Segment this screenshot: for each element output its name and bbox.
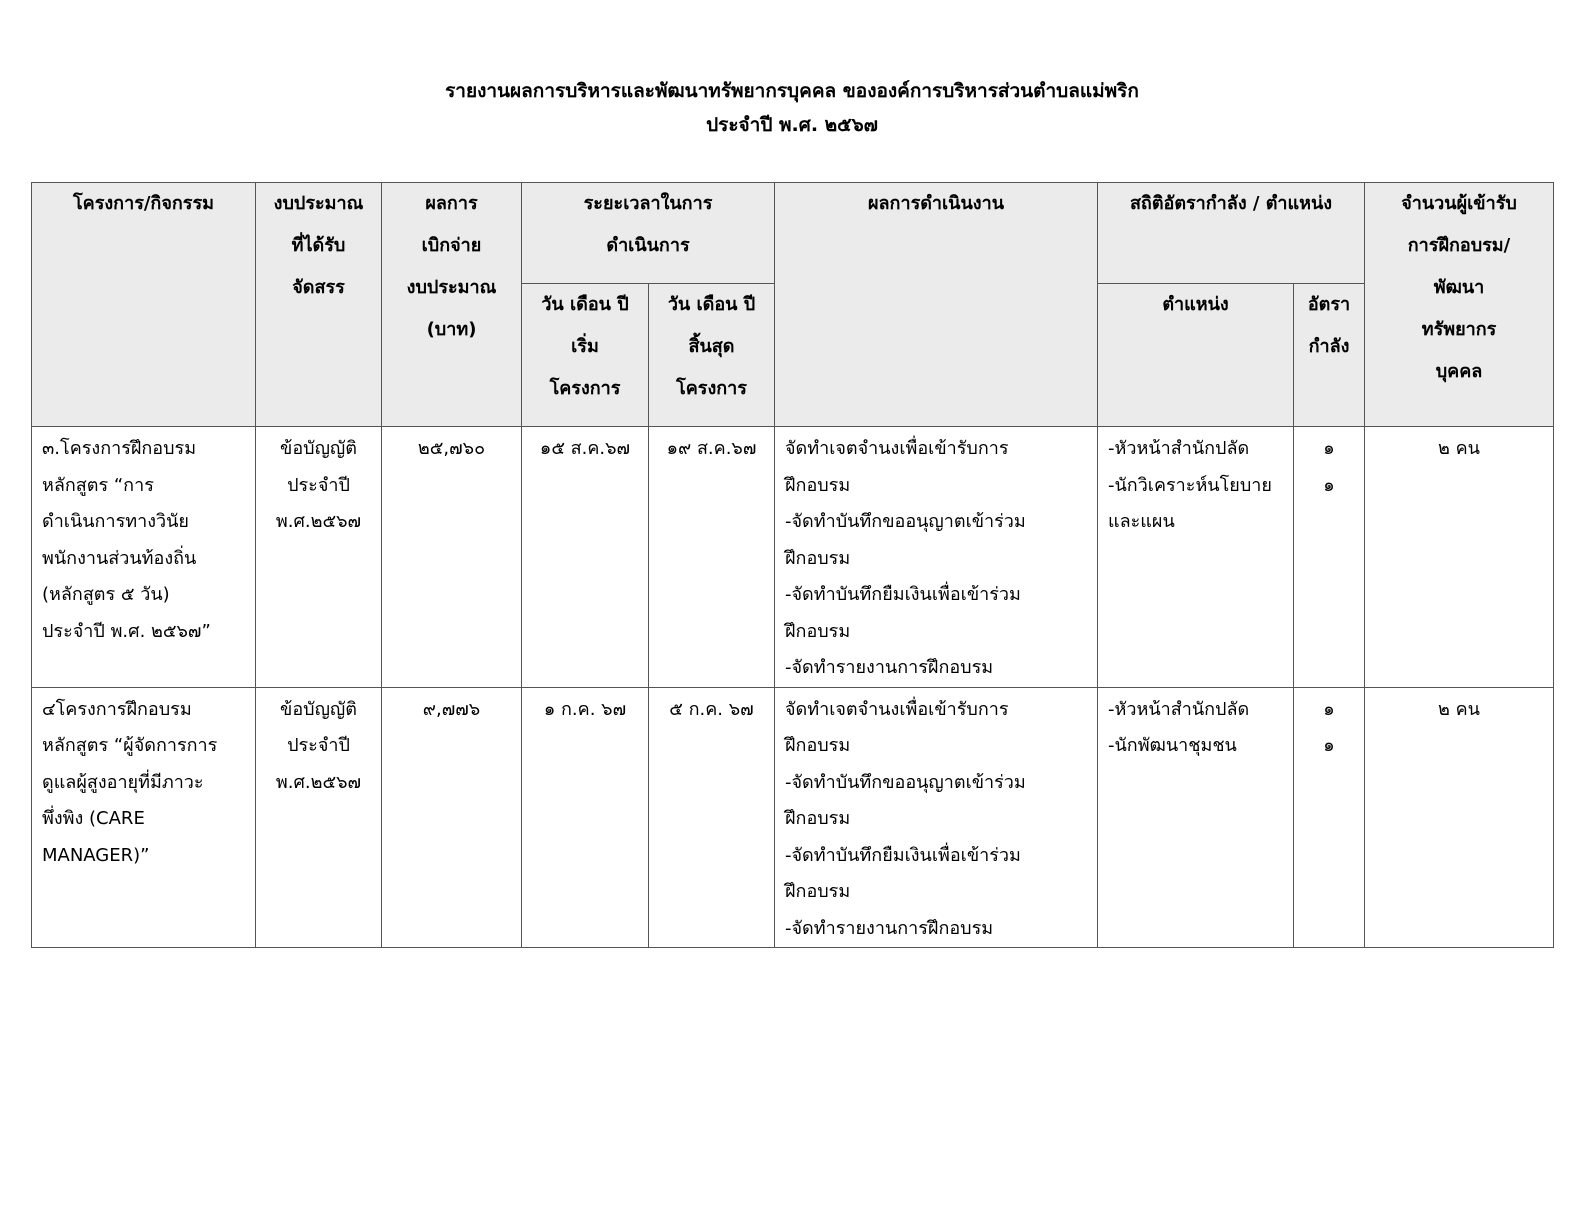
disbursed-cell: ๒๕,๗๖๐: [382, 427, 522, 688]
header-stats: สถิติอัตรากำลัง / ตำแหน่ง: [1098, 183, 1365, 284]
table-row: [32, 427, 1554, 688]
project-cell: ๓.โครงการฝึกอบรม หลักสูตร “การ ดำเนินการทางวินัย พนักงานส่วนท้องถิ่น (หลักสูตร ๕ วัน) ประจำปี พ.ศ. ๒๕๖๗”: [32, 427, 256, 688]
rate-cell: ๑ ๑: [1294, 687, 1365, 948]
project-cell: ๔โครงการฝึกอบรม หลักสูตร “ผู้จัดการการ ดูแลผู้สูงอายุที่มีภาวะ พึ่งพิง (CARE MANAGER)”: [32, 687, 256, 948]
participants-cell: ๒ คน: [1365, 427, 1554, 688]
end-date-cell: ๑๙ ส.ค.๖๗: [649, 427, 775, 688]
table-row: [32, 687, 1554, 948]
result-cell: จัดทำเจตจำนงเพื่อเข้ารับการ ฝึกอบรม -จัดทำบันทึกขออนุญาตเข้าร่วม ฝึกอบรม -จัดทำบันทึกยืมเงินเพื่อเข้าร่วม ฝึกอบรม -จัดทำรายงานการฝึกอบรม: [775, 687, 1098, 948]
participants-cell: ๒ คน: [1365, 687, 1554, 948]
start-date-cell: ๑ ก.ค. ๖๗: [522, 687, 649, 948]
header-rate: อัตรา กำลัง: [1294, 284, 1365, 427]
report-title-line-1: รายงานผลการบริหารและพัฒนาทรัพยากรบุคคล ขององค์การบริหารส่วนตำบลแม่พริก: [445, 80, 1139, 102]
report-table: [31, 182, 1554, 948]
report-title-line-2: ประจำปี พ.ศ. ๒๕๖๗: [706, 114, 878, 136]
start-date-cell: ๑๕ ส.ค.๖๗: [522, 427, 649, 688]
header-position: ตำแหน่ง: [1098, 284, 1294, 427]
budget-cell: ข้อบัญญัติ ประจำปี พ.ศ.๒๕๖๗: [256, 427, 382, 688]
budget-cell: ข้อบัญญัติ ประจำปี พ.ศ.๒๕๖๗: [256, 687, 382, 948]
disbursed-cell: ๙,๗๗๖: [382, 687, 522, 948]
position-cell: -หัวหน้าสำนักปลัด -นักวิเคราะห์นโยบาย และแผน: [1098, 427, 1294, 688]
header-budget: งบประมาณ ที่ได้รับ จัดสรร: [256, 183, 382, 427]
header-start-date: วัน เดือน ปี เริ่ม โครงการ: [522, 284, 649, 427]
report-title: [0, 74, 1584, 142]
position-cell: -หัวหน้าสำนักปลัด -นักพัฒนาชุมชน: [1098, 687, 1294, 948]
rate-cell: ๑ ๑: [1294, 427, 1365, 688]
header-period: ระยะเวลาในการ ดำเนินการ: [522, 183, 775, 284]
result-cell: จัดทำเจตจำนงเพื่อเข้ารับการ ฝึกอบรม -จัดทำบันทึกขออนุญาตเข้าร่วม ฝึกอบรม -จัดทำบันทึกยืมเงินเพื่อเข้าร่วม ฝึกอบรม -จัดทำรายงานการฝึกอบรม: [775, 427, 1098, 688]
header-participants: จำนวนผู้เข้ารับ การฝึกอบรม/ พัฒนา ทรัพยากร บุคคล: [1365, 183, 1554, 427]
header-disbursed: ผลการ เบิกจ่าย งบประมาณ (บาท): [382, 183, 522, 427]
header-project: โครงการ/กิจกรรม: [32, 183, 256, 427]
end-date-cell: ๕ ก.ค. ๖๗: [649, 687, 775, 948]
header-end-date: วัน เดือน ปี สิ้นสุด โครงการ: [649, 284, 775, 427]
header-result: ผลการดำเนินงาน: [775, 183, 1098, 427]
